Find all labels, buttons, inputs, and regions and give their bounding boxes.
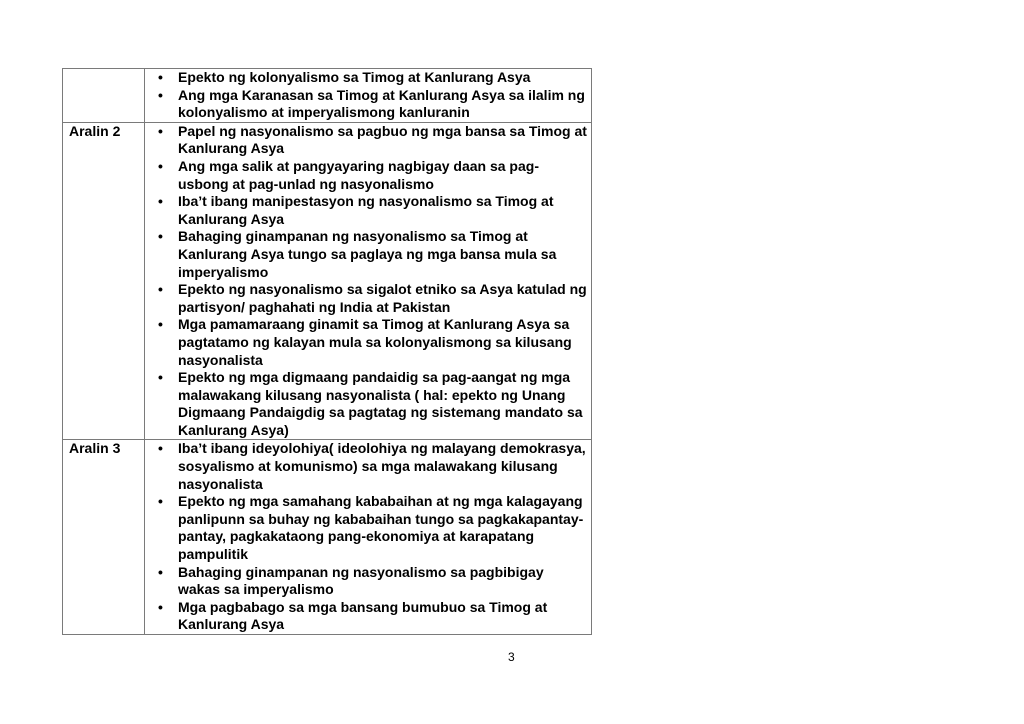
- lesson-row: [63, 69, 592, 123]
- lesson-outline-body: [63, 69, 592, 635]
- lesson-topics: [145, 69, 592, 123]
- topic-item: • Mga pamamaraang ginamit sa Timog at Kanlurang Asya sa pagtatamo ng kalayan mula sa kolonyalismong sa kilusang nasyonalista: [155, 316, 589, 369]
- topic-item: • Epekto ng kolonyalismo sa Timog at Kanlurang Asya: [155, 69, 589, 87]
- lesson-label: Aralin 3: [63, 440, 145, 635]
- topic-item: • Papel ng nasyonalismo sa pagbuo ng mga bansa sa Timog at Kanlurang Asya: [155, 123, 589, 158]
- topic-list: [155, 69, 589, 122]
- lesson-topics: [145, 440, 592, 635]
- topic-item: • Ang mga Karanasan sa Timog at Kanlurang Asya sa ilalim ng kolonyalismo at imperyalismong kanluranin: [155, 87, 589, 122]
- lesson-label: [63, 69, 145, 123]
- lesson-outline-table: [62, 68, 592, 635]
- page-number: 3: [508, 650, 515, 664]
- lesson-topics: [145, 122, 592, 440]
- topic-list: [155, 123, 589, 440]
- topic-item: • Ang mga salik at pangyayaring nagbigay daan sa pag-usbong at pag-unlad ng nasyonalismo: [155, 158, 589, 193]
- lesson-row: [63, 122, 592, 440]
- topic-item: • Epekto ng mga samahang kababaihan at ng mga kalagayang panlipunn sa buhay ng kababaihan tungo sa pagkakapantay-pantay, pagkakataong pang-ekonomiya at karapatang pampulitik: [155, 493, 589, 563]
- lesson-label: Aralin 2: [63, 122, 145, 440]
- topic-item: • Bahaging ginampanan ng nasyonalismo sa pagbibigay wakas sa imperyalismo: [155, 564, 589, 599]
- topic-item: • Epekto ng nasyonalismo sa sigalot etniko sa Asya katulad ng partisyon/ paghahati ng India at Pakistan: [155, 281, 589, 316]
- topic-item: • Bahaging ginampanan ng nasyonalismo sa Timog at Kanlurang Asya tungo sa paglaya ng mga bansa mula sa imperyalismo: [155, 228, 589, 281]
- topic-item: • Epekto ng mga digmaang pandaidig sa pag-aangat ng mga malawakang kilusang nasyonalista ( hal: epekto ng Unang Digmaang Pandaigdig sa pagtatag ng sistemang mandato sa Kanlurang Asya): [155, 369, 589, 439]
- lesson-row: [63, 440, 592, 635]
- topic-item: • Iba’t ibang manipestasyon ng nasyonalismo sa Timog at Kanlurang Asya: [155, 193, 589, 228]
- topic-item: • Iba’t ibang ideyolohiya( ideolohiya ng malayang demokrasya, sosyalismo at komunismo) sa mga malawakang kilusang nasyonalista: [155, 440, 589, 493]
- topic-item: • Mga pagbabago sa mga bansang bumubuo sa Timog at Kanlurang Asya: [155, 599, 589, 634]
- topic-list: [155, 440, 589, 634]
